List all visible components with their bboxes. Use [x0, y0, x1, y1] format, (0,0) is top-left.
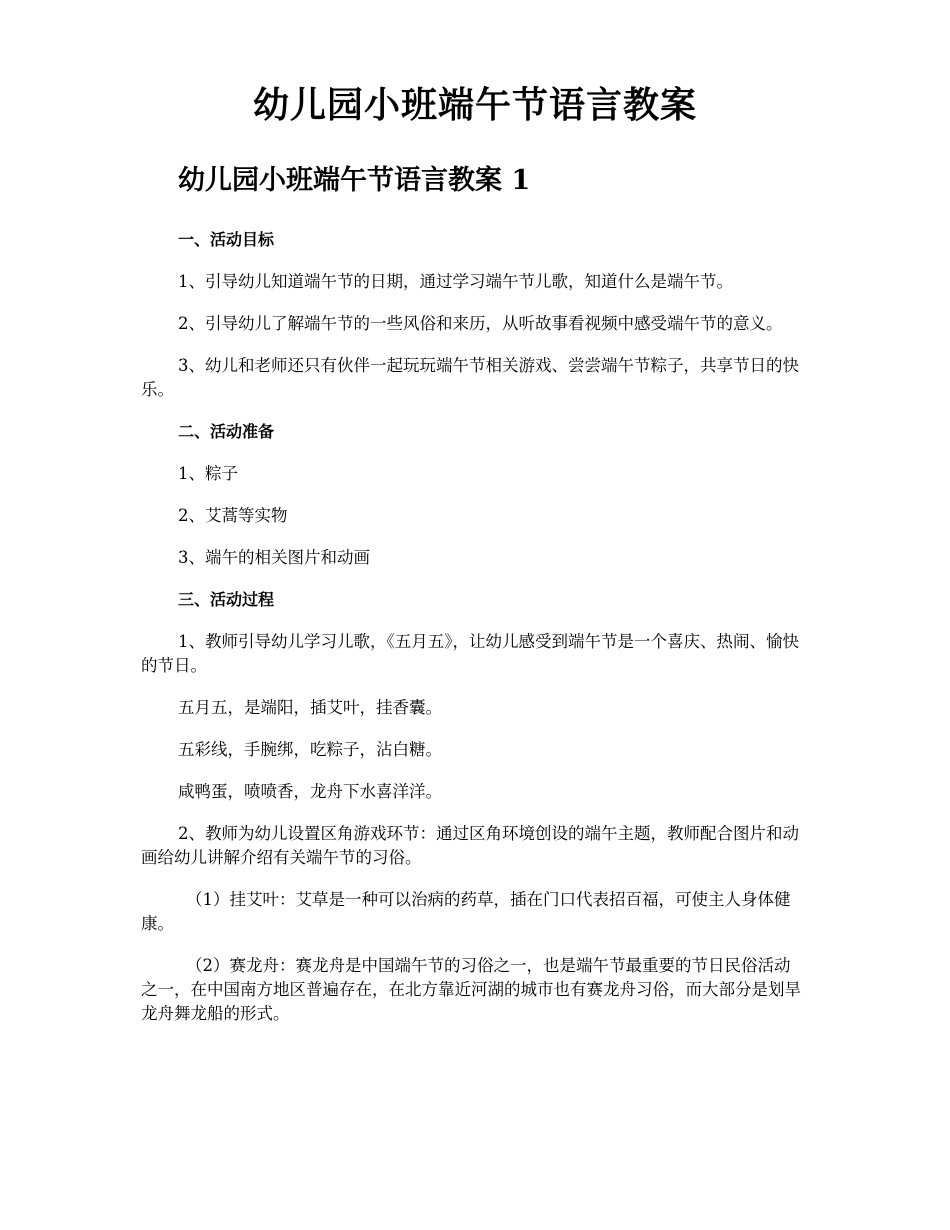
document-title: 幼儿园小班端午节语言教案 [252, 84, 697, 126]
rhyme-line: 五月五，是端阳，插艾叶，挂香囊。 [178, 698, 442, 717]
heading-process: 三、活动过程 [178, 590, 275, 609]
goal-item: 2、引导幼儿了解端午节的一些风俗和来历，从听故事看视频中感受端午节的意义。 [178, 314, 783, 333]
rhyme-line: 五彩线，手腕绑，吃粽子，沾白糖。 [178, 740, 442, 759]
section-title: 幼儿园小班端午节语言教案 1 [178, 165, 531, 196]
custom-item: （2）赛龙舟：赛龙舟是中国端午节的习俗之一，也是端午节最重要的节日民俗活动之一，在中国南方地区普遍存在，在北方靠近河湖的城市也有赛龙舟习俗，而大部分是划旱龙舟舞龙船的形式。 [141, 956, 801, 1023]
document-body [141, 228, 803, 1044]
heading-prep: 二、活动准备 [178, 422, 275, 441]
process-step: 1、教师引导幼儿学习儿歌，《五月五》，让幼儿感受到端午节是一个喜庆、热闹、愉快的节日。 [141, 632, 799, 675]
custom-item: （1）挂艾叶：艾草是一种可以治病的药草，插在门口代表招百福，可使主人身体健康。 [141, 890, 791, 933]
goal-item: 3、幼儿和老师还只有伙伴一起玩玩端午节相关游戏、尝尝端午节粽子，共享节日的快乐。 [141, 356, 799, 399]
prep-item: 2、艾蒿等实物 [178, 506, 288, 525]
prep-item: 3、端午的相关图片和动画 [178, 548, 370, 567]
prep-item: 1、粽子 [178, 464, 238, 483]
process-step: 2、教师为幼儿设置区角游戏环节：通过区角环境创设的端午主题，教师配合图片和动画给幼儿讲解介绍有关端午节的习俗。 [141, 824, 799, 867]
heading-goals: 一、活动目标 [178, 230, 275, 249]
goal-item: 1、引导幼儿知道端午节的日期，通过学习端午节儿歌，知道什么是端午节。 [178, 272, 733, 291]
rhyme-line: 咸鸭蛋，喷喷香，龙舟下水喜洋洋。 [178, 782, 442, 801]
